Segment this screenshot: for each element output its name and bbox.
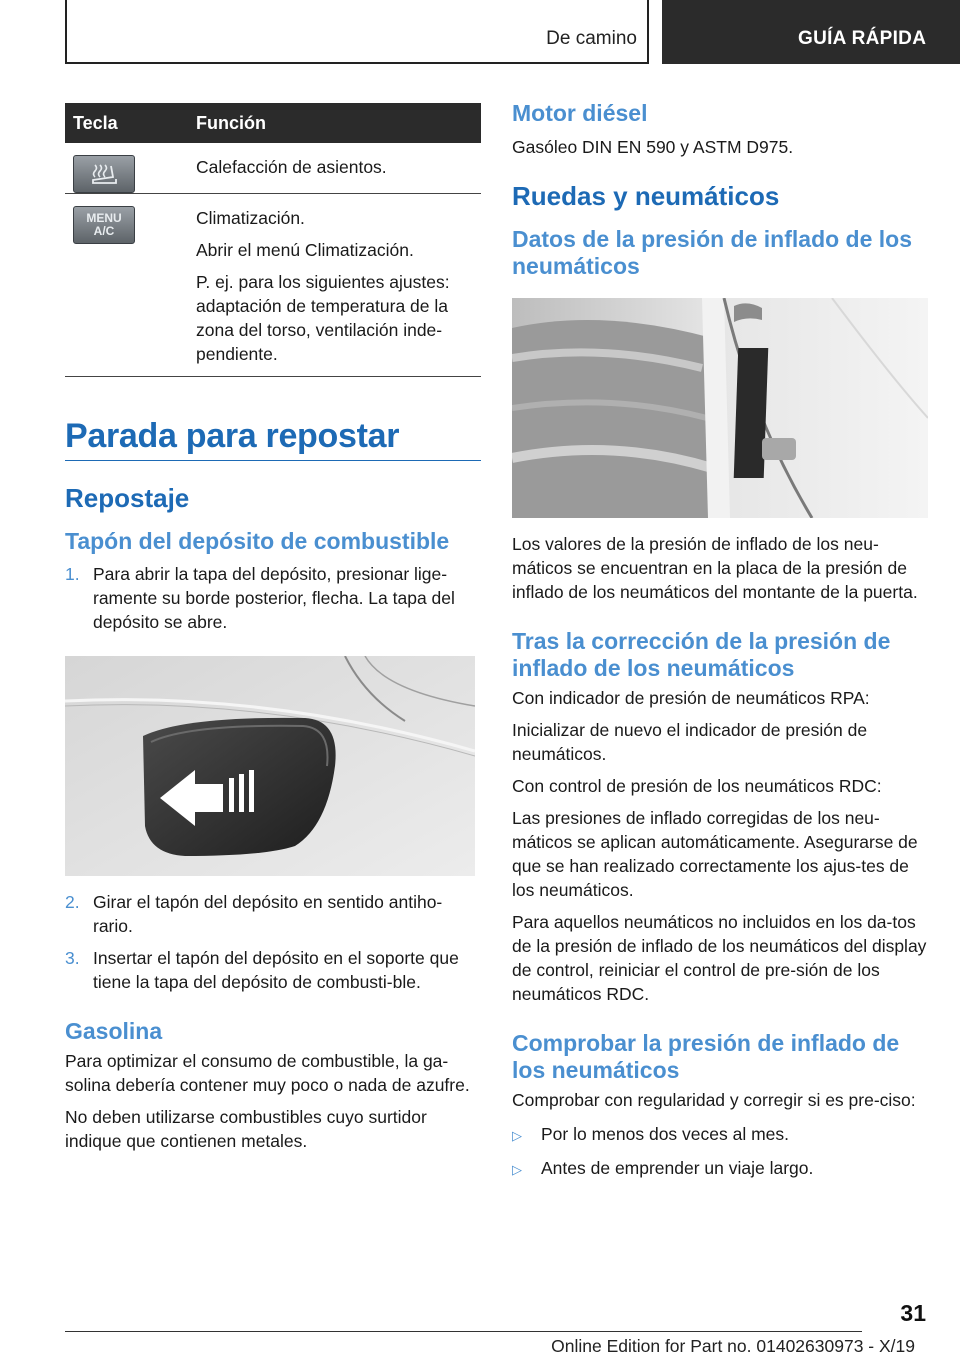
triangle-bullet-icon: ▷ (512, 1128, 522, 1143)
step-text: Para abrir la tapa del depósito, presionar lige-ramente su borde posterior, flecha. La tapa del depósito se abre. (93, 564, 455, 632)
header-box (65, 0, 649, 64)
list-item-text: Por lo menos dos veces al mes. (541, 1124, 790, 1144)
footer-edition: Online Edition for Part no. 01402630973 - X/19 (551, 1336, 915, 1356)
gasoline-text: No deben utilizarse combustibles cuyo surtidor indique que contienen metales. (65, 1107, 427, 1151)
section-title: Parada para repostar (65, 417, 400, 455)
cap-heading: Tapón del depósito de combustible (65, 528, 450, 554)
seat-heating-icon (73, 155, 135, 193)
footer-divider (65, 1331, 862, 1332)
correction-text: Para aquellos neumáticos no incluidos en los da-tos de la presión de inflado de los neumáticos del display de control, reiniciar el control de pre-sión de los neumáticos RDC. (512, 912, 927, 1004)
check-text: Comprobar con regularidad y corregir si es pre-ciso: (512, 1090, 916, 1110)
check-list (512, 1122, 928, 1182)
header-section: De camino (546, 28, 637, 49)
correction-heading: Tras la corrección de la presión de inflado de los neumáticos (512, 628, 891, 681)
diesel-heading: Motor diésel (512, 100, 648, 126)
table-cell-text: Climatización. (196, 208, 305, 228)
table-row (65, 143, 481, 194)
triangle-bullet-icon: ▷ (512, 1162, 522, 1177)
table-cell-text: Abrir el menú Climatización. (196, 240, 414, 260)
list-item (512, 1122, 928, 1148)
list-item (65, 890, 481, 938)
pressure-heading: Datos de la presión de inflado de los neumáticos (512, 226, 913, 279)
step-number: 2. (65, 892, 80, 912)
check-heading: Comprobar la presión de inflado de los neumáticos (512, 1030, 900, 1083)
fuel-flap-image (65, 656, 475, 876)
header-tab[interactable] (662, 0, 960, 64)
table-cell-text: P. ej. para los siguientes ajustes: adaptación de temperatura de la zona del torso, ventilación inde-pendiente. (196, 272, 450, 364)
table-cell-text: Calefacción de asientos. (196, 157, 387, 177)
section-title-wrap (65, 417, 481, 461)
function-table (65, 103, 481, 377)
tyres-title: Ruedas y neumáticos (512, 181, 780, 211)
table-header (65, 103, 481, 143)
correction-text: Inicializar de nuevo el indicador de presión de neumáticos. (512, 720, 868, 764)
diesel-text: Gasóleo DIN EN 590 y ASTM D975. (512, 137, 794, 157)
step-number: 3. (65, 948, 80, 968)
right-column (512, 100, 928, 1190)
list-item (512, 1156, 928, 1182)
icon-label-top: MENU (86, 211, 122, 225)
subsection-title: Repostaje (65, 483, 190, 513)
step-number: 1. (65, 564, 80, 584)
list-item (65, 946, 481, 994)
door-pillar-image (512, 298, 928, 518)
gasoline-heading: Gasolina (65, 1018, 163, 1044)
refuel-steps (65, 562, 481, 634)
pressure-text: Los valores de la presión de inflado de los neu-máticos se encuentran en la placa de la presión de inflado de los neumáticos del montante de la puerta. (512, 534, 918, 602)
table-header-key: Tecla (73, 112, 118, 133)
page-number: 31 (900, 1300, 926, 1326)
menu-ac-icon (73, 206, 135, 244)
table-header-function: Función (196, 112, 266, 133)
step-text: Girar el tapón del depósito en sentido antiho-rario. (93, 892, 443, 936)
list-item-text: Antes de emprender un viaje largo. (541, 1158, 814, 1178)
correction-text: Las presiones de inflado corregidas de los neu-máticos se aplican automáticamente. Asegurarse de que se han realizado correctamente los ajus-tes de los neumáticos. (512, 808, 918, 900)
refuel-steps-cont (65, 890, 481, 994)
correction-text: Con indicador de presión de neumáticos RPA: (512, 688, 870, 708)
icon-label-bottom: A/C (93, 224, 115, 238)
step-text: Insertar el tapón del depósito en el soporte que tiene la tapa del depósito de combusti-ble. (93, 948, 459, 992)
header-tab-label: GUÍA RÁPIDA (798, 28, 927, 49)
table-row (65, 194, 481, 377)
left-column (65, 103, 481, 1153)
list-item (65, 562, 481, 634)
correction-text: Con control de presión de los neumáticos RDC: (512, 776, 882, 796)
gasoline-text: Para optimizar el consumo de combustible, la ga-solina debería contener muy poco o nada de azufre. (65, 1051, 470, 1095)
